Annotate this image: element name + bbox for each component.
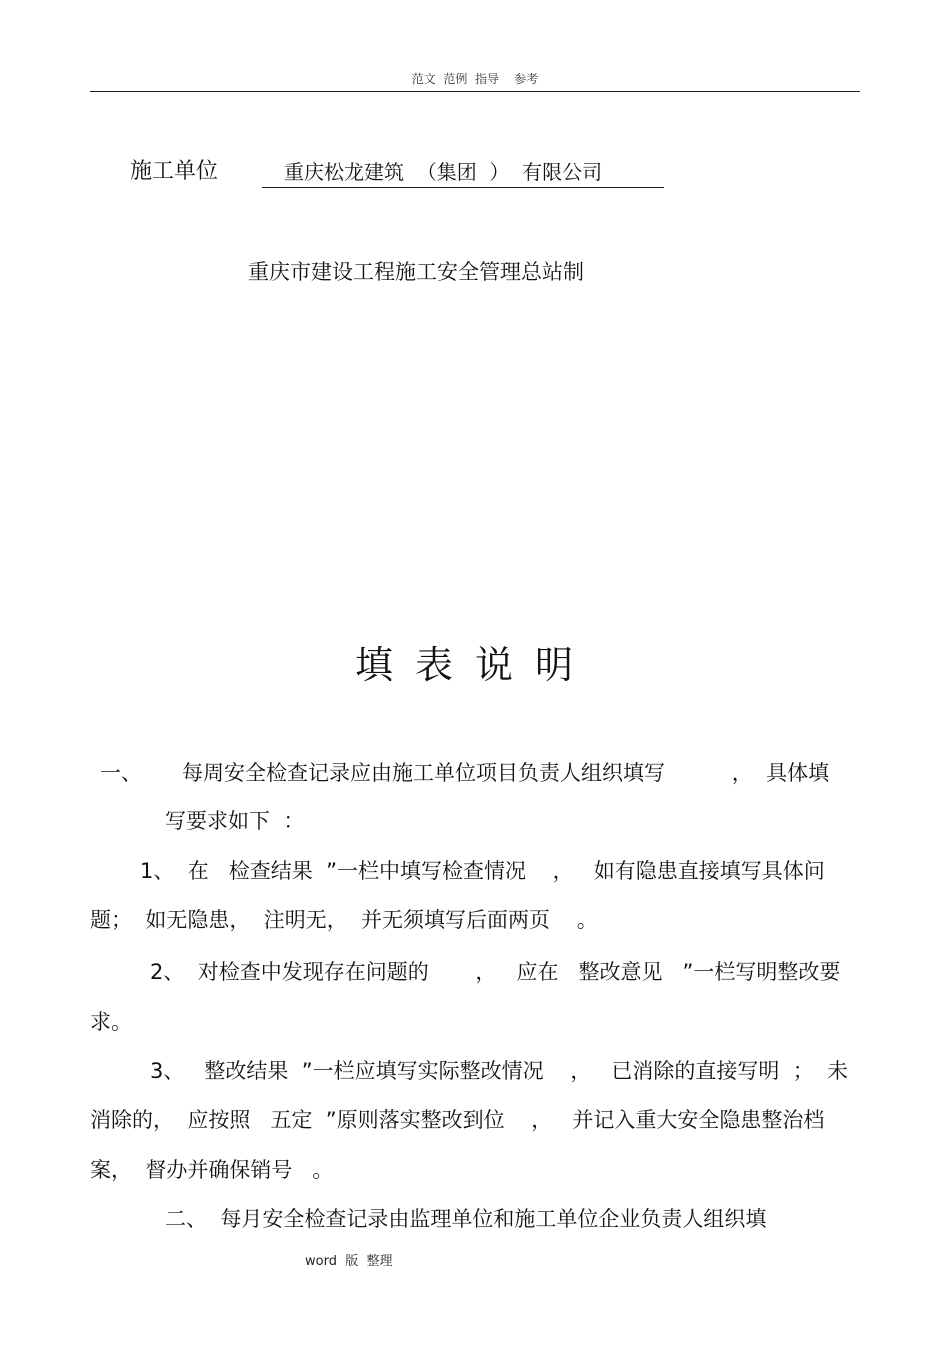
instruction-line: 消除的， 应按照 五定 ”原则落实整改到位 ， 并记入重大安全隐患整治档: [90, 1108, 825, 1132]
page-header: 范文 范例 指导 参考: [411, 72, 539, 86]
construction-unit-label: 施工单位: [130, 159, 219, 184]
instruction-line: 2、 对检查中发现存在问题的 ， 应在 整改意见 ”一栏写明整改要: [150, 960, 841, 984]
instructions-title: 填表说明: [354, 643, 595, 687]
construction-unit-value: 重庆松龙建筑 （集团 ） 有限公司: [262, 156, 664, 188]
instruction-line: 题； 如无隐患， 注明无， 并无须填写后面两页 。: [90, 908, 598, 932]
instruction-line: 二、 每月安全检查记录由监理单位和施工单位企业负责人组织填: [165, 1207, 767, 1231]
instruction-line: 3、 整改结果 ”一栏应填写实际整改情况 ， 已消除的直接写明 ； 未: [150, 1059, 849, 1083]
page-footer: word 版 整理: [305, 1254, 393, 1269]
instruction-line: 1、 在 检查结果 ”一栏中填写检查情况 ， 如有隐患直接填写具体问: [140, 859, 825, 883]
instruction-line: 写要求如下 ：: [165, 809, 305, 833]
header-divider: [90, 91, 860, 92]
instruction-line: 求。: [90, 1010, 132, 1034]
issuing-authority: 重庆市建设工程施工安全管理总站制: [248, 260, 584, 284]
instruction-line: 一、 每周安全检查记录应由施工单位项目负责人组织填写 ， 具体填: [100, 761, 830, 785]
instruction-line: 案， 督办并确保销号 。: [90, 1158, 334, 1182]
